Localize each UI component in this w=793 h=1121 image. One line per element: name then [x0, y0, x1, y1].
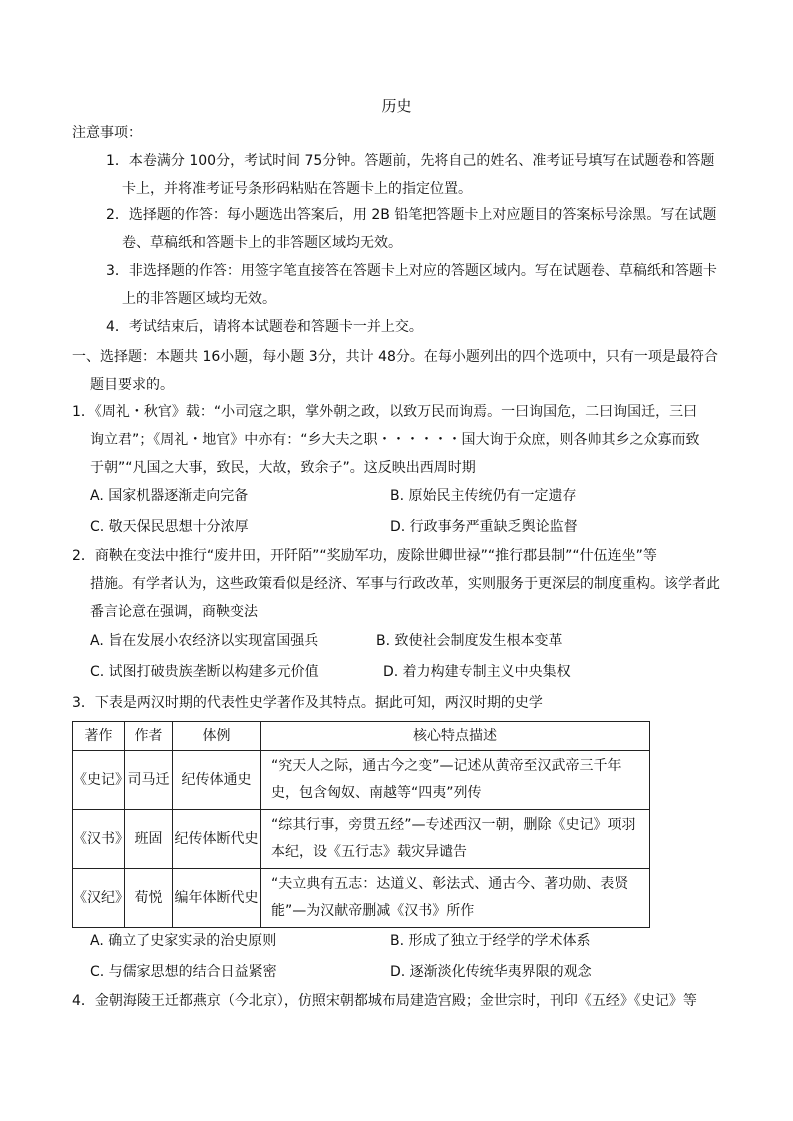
table-header-cell: 著作	[73, 722, 125, 751]
question-2-stem: 措施。有学者认为，这些政策看似是经济、军事与行政改革，实则服务于更深层的制度重构。该学者此	[90, 576, 720, 592]
table-cell-author: 荀悦	[125, 869, 173, 928]
section-heading-cont: 题目要求的。	[90, 377, 174, 393]
question-1-option-d[interactable]: D. 行政事务严重缺乏舆论监督	[390, 519, 578, 535]
question-2-stem: 2．商鞅在变法中推行“废井田，开阡陌”“奖励军功，废除世卿世禄”“推行郡县制”“什伍连坐”等	[72, 548, 657, 564]
question-1-stem: 1．《周礼・秋官》载：“小司寇之职，掌外朝之政，以致万民而询焉。一曰询国危，二曰询国迁，三曰	[72, 404, 698, 420]
table-cell-author: 班固	[125, 810, 173, 869]
history-works-table	[72, 721, 650, 928]
notice-item: 上的非答题区域均无效。	[122, 291, 276, 307]
question-3-option-a[interactable]: A. 确立了史家实录的治史原则	[90, 933, 277, 949]
question-1-option-a[interactable]: A. 国家机器逐渐走向完备	[90, 488, 249, 504]
table-cell-author: 司马迁	[125, 751, 173, 810]
table-cell-description: “究天人之际，通古今之变”—记述从黄帝至汉武帝三千年史，包含匈奴、南越等“四夷”列传	[261, 751, 650, 810]
question-1-option-c[interactable]: C. 敬天保民思想十分浓厚	[90, 519, 249, 535]
table-cell-style: 编年体断代史	[173, 869, 261, 928]
notice-heading: 注意事项：	[72, 125, 142, 141]
notice-item: 卷、草稿纸和答题卡上的非答题区域均无效。	[122, 235, 402, 251]
notice-item: 1．本卷满分 100分，考试时间 75分钟。答题前，先将自己的姓名、准考证号填写在试题卷和答题	[106, 153, 715, 169]
question-1-stem: 询立君”；《周礼・地官》中亦有：“乡大夫之职・・・・・・国大询于众庶，则各帅其乡之众寡而致	[90, 432, 700, 448]
section-heading: 一、选择题：本题共 16小题，每小题 3分，共计 48分。在每小题列出的四个选项中，只有一项是最符合	[72, 349, 718, 365]
table-cell-work: 《史记》	[73, 751, 125, 810]
table-header-cell: 核心特点描述	[261, 722, 650, 751]
notice-item: 4．考试结束后，请将本试题卷和答题卡一并上交。	[106, 319, 423, 335]
notice-item: 卡上，并将准考证号条形码粘贴在答题卡上的指定位置。	[122, 181, 472, 197]
table-cell-description: “综其行事，旁贯五经”—专述西汉一朝，删除《史记》项羽本纪，设《五行志》载灾异谴告	[261, 810, 650, 869]
notice-item: 2．选择题的作答：每小题选出答案后，用 2B 铅笔把答题卡上对应题目的答案标号涂黑。写在试题	[106, 207, 717, 223]
question-3-option-d[interactable]: D. 逐渐淡化传统华夷界限的观念	[390, 964, 592, 980]
question-1-option-b[interactable]: B. 原始民主传统仍有一定遗存	[390, 488, 577, 504]
table-cell-work: 《汉纪》	[73, 869, 125, 928]
question-3-stem: 3．下表是两汉时期的代表性史学著作及其特点。据此可知，两汉时期的史学	[72, 695, 543, 711]
table-header-cell: 体例	[173, 722, 261, 751]
table-cell-description: “夫立典有五志：达道义、彰法式、通古今、著功勋、表贤能”—为汉献帝删减《汉书》所作	[261, 869, 650, 928]
table-cell-style: 纪传体断代史	[173, 810, 261, 869]
question-2-option-a[interactable]: A. 旨在发展小农经济以实现富国强兵	[90, 633, 319, 649]
table-header-cell: 作者	[125, 722, 173, 751]
table-row	[73, 869, 650, 928]
question-2-option-c[interactable]: C. 试图打破贵族垄断以构建多元价值	[90, 664, 319, 680]
question-2-option-d[interactable]: D. 着力构建专制主义中央集权	[383, 664, 571, 680]
question-1-stem: 于朝”“凡国之大事，致民，大故，致余子”。这反映出西周时期	[90, 460, 476, 476]
table-cell-work: 《汉书》	[73, 810, 125, 869]
question-2-option-b[interactable]: B. 致使社会制度发生根本变革	[376, 633, 563, 649]
notice-item: 3．非选择题的作答：用签字笔直接答在答题卡上对应的答题区域内。写在试题卷、草稿纸和答题卡	[106, 263, 717, 279]
table-row	[73, 751, 650, 810]
question-3-option-c[interactable]: C. 与儒家思想的结合日益紧密	[90, 964, 277, 980]
table-cell-style: 纪传体通史	[173, 751, 261, 810]
table-row	[73, 810, 650, 869]
table-header-row	[73, 722, 650, 751]
page-title: 历史	[381, 97, 412, 115]
question-3-option-b[interactable]: B. 形成了独立于经学的学术体系	[390, 933, 591, 949]
question-4-stem: 4．金朝海陵王迁都燕京（今北京），仿照宋朝都城布局建造宫殿；金世宗时，刊印《五经》《史记》等	[72, 993, 697, 1009]
question-2-stem: 番言论意在强调，商鞅变法	[90, 604, 258, 620]
